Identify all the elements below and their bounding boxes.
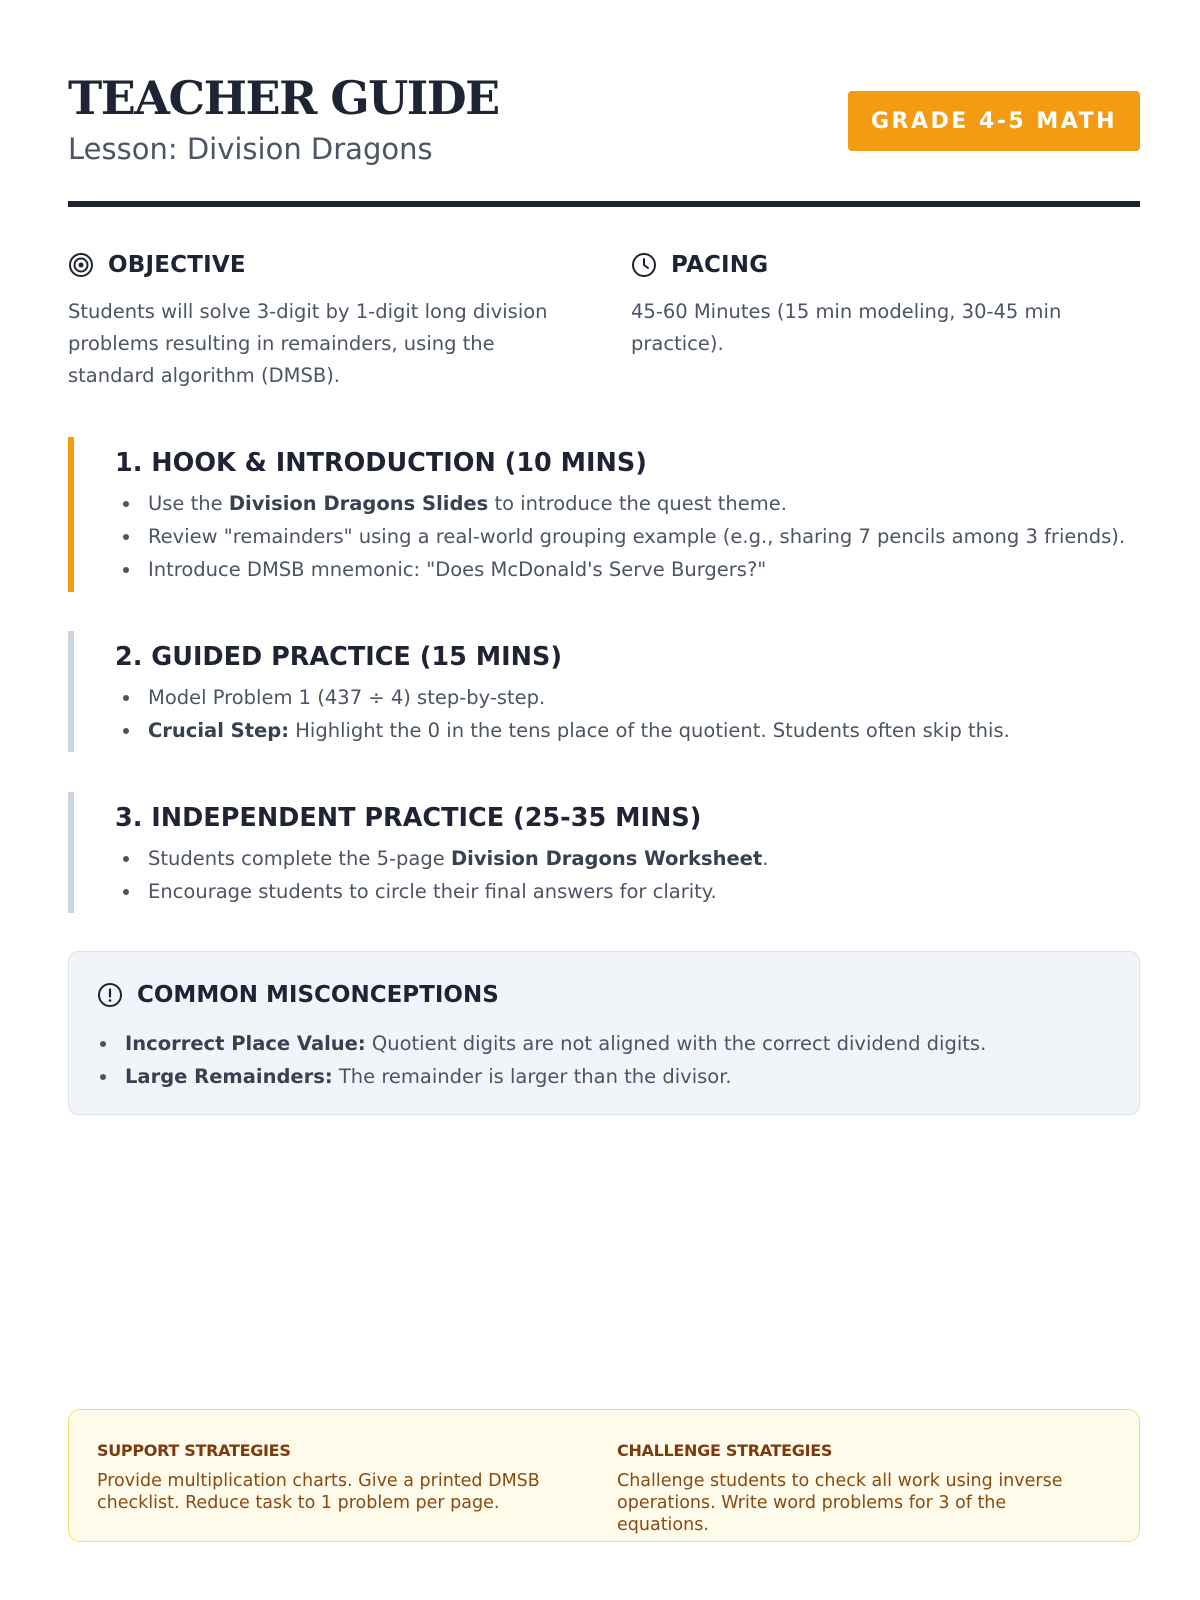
page-title: TEACHER GUIDE — [68, 71, 499, 125]
header-divider — [68, 201, 1140, 207]
challenge-heading: CHALLENGE STRATEGIES — [617, 1441, 833, 1460]
grade-badge: GRADE 4-5 MATH — [848, 91, 1140, 151]
list-item: Model Problem 1 (437 ÷ 4) step-by-step. — [120, 681, 1146, 714]
list-item: Crucial Step: Highlight the 0 in the tens place of the quotient. Students often skip this. — [120, 714, 1146, 747]
target-icon — [68, 252, 94, 278]
clock-icon — [631, 252, 657, 278]
support-text: Provide multiplication charts. Give a printed DMSB checklist. Reduce task to 1 problem per page. — [97, 1471, 540, 1513]
pacing-heading: PACING — [671, 252, 769, 278]
section-title: 3. INDEPENDENT PRACTICE (25-35 MINS) — [115, 803, 702, 833]
section-title: 2. GUIDED PRACTICE (15 MINS) — [115, 642, 562, 672]
misconceptions-heading: COMMON MISCONCEPTIONS — [137, 982, 499, 1008]
strategies-box — [68, 1409, 1140, 1542]
list-item: Large Remainders: The remainder is larger than the divisor. — [97, 1060, 1097, 1093]
support-heading: SUPPORT STRATEGIES — [97, 1441, 291, 1460]
list-item: Use the Division Dragons Slides to introduce the quest theme. — [120, 487, 1146, 520]
independent-practice-section — [68, 792, 1146, 913]
guided-practice-section — [68, 631, 1146, 752]
hook-section — [68, 437, 1146, 592]
header — [68, 72, 1140, 202]
teacher-guide-page — [68, 0, 1140, 1600]
challenge-strategies — [617, 1440, 1077, 1536]
list-item: Encourage students to circle their final answers for clarity. — [120, 875, 1146, 908]
list-item: Introduce DMSB mnemonic: "Does McDonald's Serve Burgers?" — [120, 553, 1146, 586]
challenge-text: Challenge students to check all work using inverse operations. Write word problems for 3 of the equations. — [617, 1471, 1063, 1535]
list-item: Incorrect Place Value: Quotient digits are not aligned with the correct dividend digits. — [97, 1027, 1097, 1060]
misconceptions-box — [68, 951, 1140, 1115]
list-item: Students complete the 5-page Division Dragons Worksheet. — [120, 842, 1146, 875]
pacing-block — [631, 248, 1131, 360]
support-strategies — [97, 1440, 557, 1514]
objective-block — [68, 248, 568, 392]
section-title: 1. HOOK & INTRODUCTION (10 MINS) — [115, 448, 647, 478]
list-item: Review "remainders" using a real-world grouping example (e.g., sharing 7 pencils among 3 friends). — [120, 520, 1146, 553]
alert-circle-icon — [97, 982, 123, 1008]
objective-heading: OBJECTIVE — [108, 252, 246, 278]
objective-text: Students will solve 3-digit by 1-digit long division problems resulting in remainders, using the standard algorithm (DMSB). — [68, 300, 548, 387]
pacing-text: 45-60 Minutes (15 min modeling, 30-45 min practice). — [631, 300, 1062, 355]
lesson-subtitle: Lesson: Division Dragons — [68, 132, 433, 166]
